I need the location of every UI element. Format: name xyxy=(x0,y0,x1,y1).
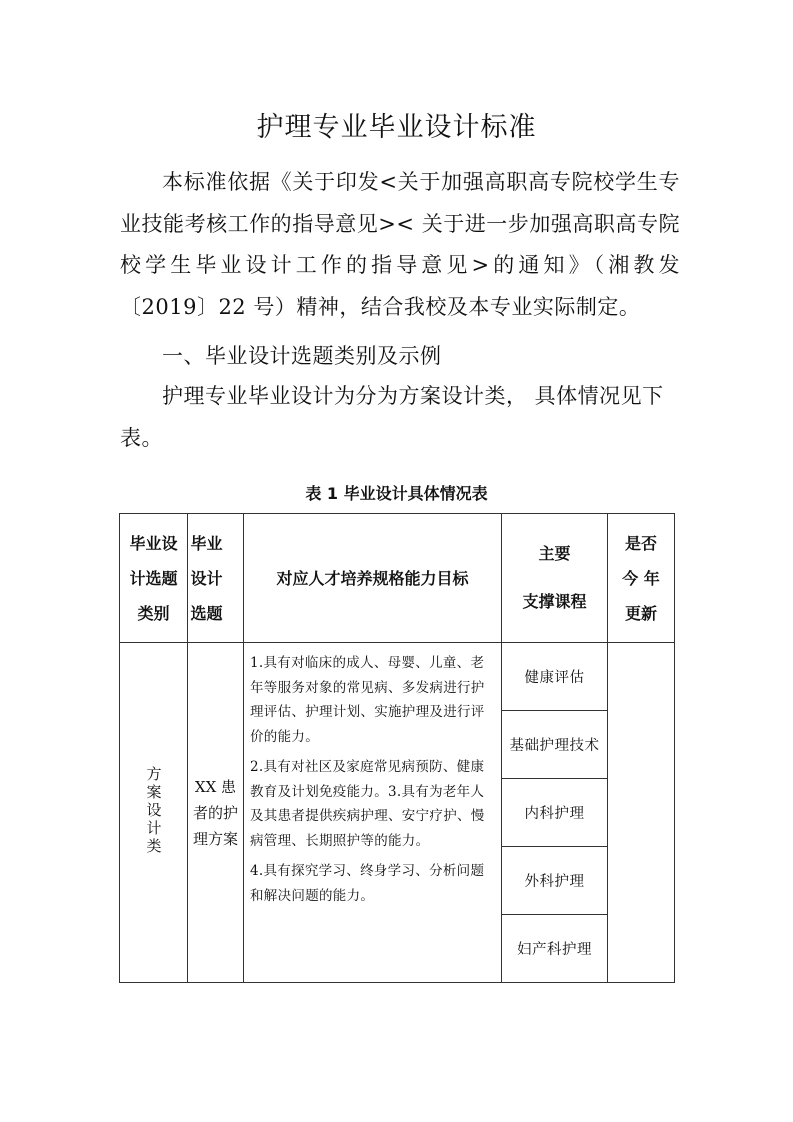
cell-category xyxy=(120,643,188,983)
header-courses xyxy=(502,514,608,643)
header-updated-line-1: 是否 xyxy=(624,533,657,553)
section-heading: 一、毕业设计选题类别及示例 xyxy=(162,344,442,368)
cell-objectives xyxy=(244,643,502,983)
header-updated xyxy=(608,514,675,643)
course-cell: 外科护理 xyxy=(502,847,608,915)
section-paragraph: 护理专业毕业设计为分为方案设计类， 具体情况见下表。 xyxy=(120,384,664,450)
header-topic-line-3: 选题 xyxy=(190,603,223,623)
cell-updated xyxy=(608,643,675,983)
header-topic-line-1: 毕业 xyxy=(190,533,223,553)
header-category-line-1: 毕业设 xyxy=(129,533,178,553)
objective-item-1: 1.具有对临床的成人、母婴、儿童、老年等服务对象的常见病、多发病进行护理评估、护理计划、实施护理及进行评价的能力。 xyxy=(250,655,485,745)
header-courses-line-1: 主要 xyxy=(538,544,571,563)
topic-value: XX 患者的护理方案 xyxy=(192,777,238,848)
course-cell: 健康评估 xyxy=(502,643,608,711)
header-objectives-label: 对应人才培养规格能力目标 xyxy=(276,568,469,588)
cell-topic xyxy=(188,643,244,983)
header-updated-line-3: 更新 xyxy=(624,603,657,623)
header-category xyxy=(120,514,188,643)
objective-item-2: 2.具有对社区及家庭常见病预防、健康教育及计划免疫能力。3.具有为老年人及其患者提供疾病护理、安宁疗护、慢病管理、长期照护等的能力。 xyxy=(250,759,485,849)
table-caption: 表 1 毕业设计具体情况表 xyxy=(305,484,488,503)
header-topic-line-2: 设计 xyxy=(190,568,223,588)
course-cell: 基础护理技术 xyxy=(502,711,608,779)
intro-paragraph: 本标准依据《关于印发<关于加强高职高专院校学生专业技能考核工作的指导意见>< 关于进一步加强高职高专院校学生毕业设计工作的指导意见>的通知》（湘教发〔2019〕22 号）精神，结合我校及本专业实际制定。 xyxy=(120,170,680,319)
category-value: 方案设计类 xyxy=(144,765,163,856)
header-objectives xyxy=(244,514,502,643)
page-title: 护理专业毕业设计标准 xyxy=(256,112,537,143)
header-category-line-3: 类别 xyxy=(137,603,170,623)
course-cell: 妇产科护理 xyxy=(502,915,608,983)
objective-item-3: 4.具有探究学习、终身学习、分析问题和解决问题的能力。 xyxy=(250,863,485,904)
table-row xyxy=(120,643,675,711)
design-table xyxy=(119,513,675,983)
header-courses-line-2: 支撑课程 xyxy=(522,592,587,611)
header-topic xyxy=(188,514,244,643)
course-cell: 内科护理 xyxy=(502,779,608,847)
header-category-line-2: 计选题 xyxy=(129,568,178,588)
header-updated-line-2: 今 年 xyxy=(622,568,660,588)
table-header-row xyxy=(120,514,675,643)
